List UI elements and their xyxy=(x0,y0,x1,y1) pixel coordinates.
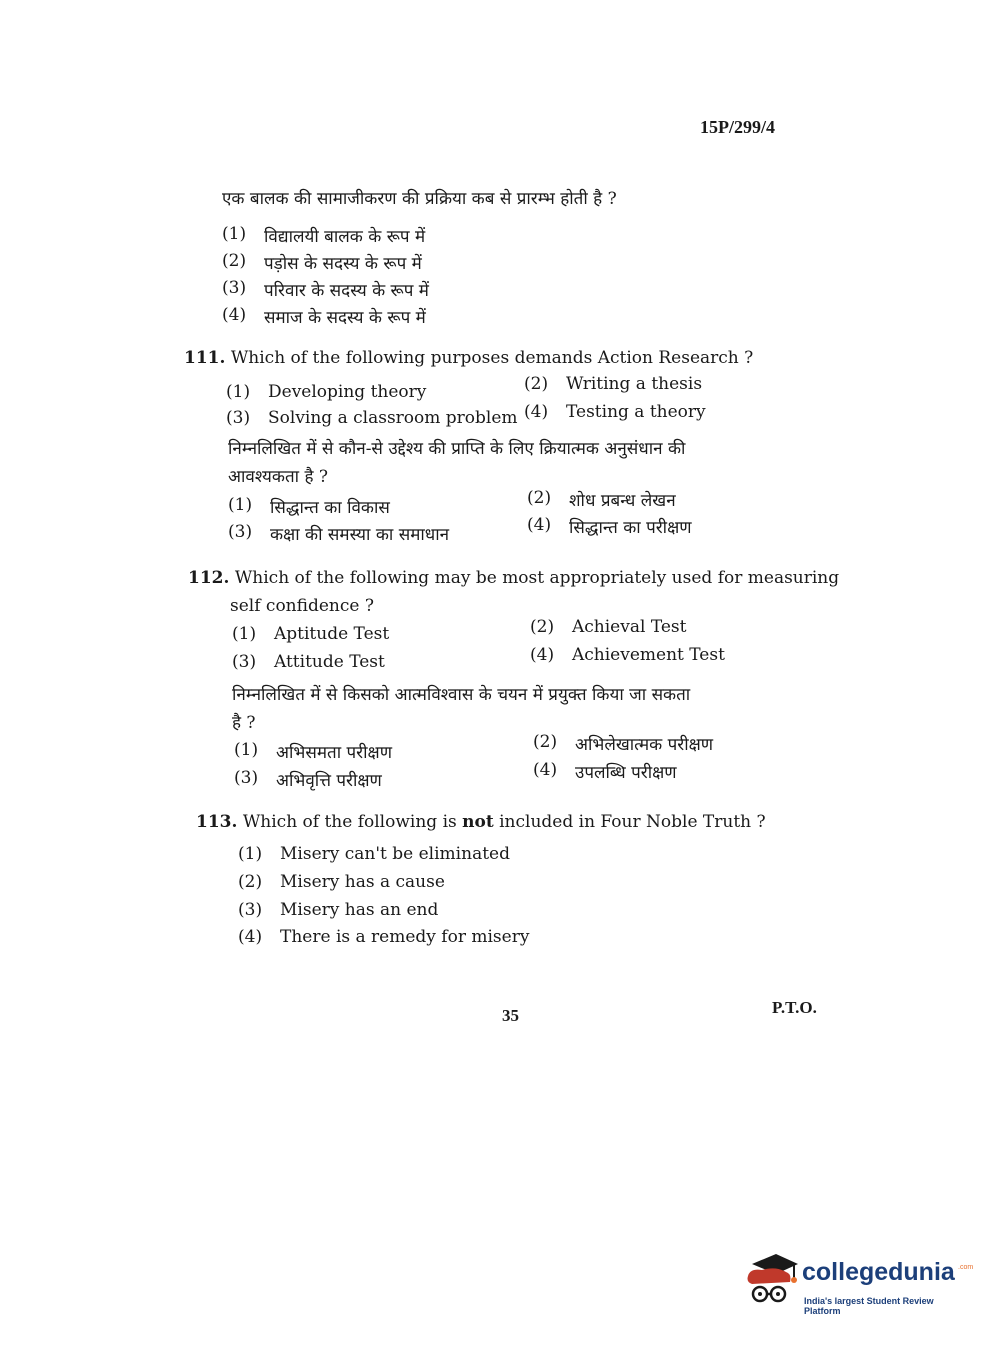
q112-hindi-question-line1: निम्नलिखित में से किसको आत्मविश्वास के चयन में प्रयुक्त किया जा सकता xyxy=(232,685,691,705)
pto-label: P.T.O. xyxy=(772,998,817,1017)
option-number: (4) xyxy=(527,515,552,535)
q112-hindi-option-1 xyxy=(234,740,392,763)
q113-option-1 xyxy=(238,844,510,864)
question-text-post: included in Four Noble Truth ? xyxy=(493,812,766,832)
q110-hindi-question: एक बालक की सामाजीकरण की प्रक्रिया कब से प्रारम्भ होती है ? xyxy=(222,189,617,209)
q113-option-2 xyxy=(238,872,445,892)
q111-hindi-question-line2: आवश्यकता है ? xyxy=(228,467,329,487)
question-text: Which of the following purposes demands Action Research ? xyxy=(230,348,754,368)
option-number: (1) xyxy=(238,844,263,864)
q113-option-3 xyxy=(238,900,438,920)
option-number: (1) xyxy=(222,224,247,244)
q112-option-3 xyxy=(232,652,385,672)
option-number: (1) xyxy=(234,740,259,760)
option-text: Aptitude Test xyxy=(274,624,390,644)
q112-question-line2: self confidence ? xyxy=(230,596,374,616)
option-number: (4) xyxy=(238,927,263,947)
question-text: Which of the following may be most appropriately used for measuring xyxy=(234,568,840,588)
option-text: Achievement Test xyxy=(572,645,725,665)
option-number: (4) xyxy=(530,645,555,665)
option-number: (3) xyxy=(222,278,247,298)
option-text: Achieval Test xyxy=(572,617,687,637)
q112-option-2 xyxy=(530,617,686,637)
option-number: (3) xyxy=(232,652,257,672)
option-number: (2) xyxy=(524,374,549,394)
q112-option-1 xyxy=(232,624,389,644)
question-number: 112. xyxy=(188,568,230,588)
option-number: (2) xyxy=(533,732,558,752)
option-text: शोध प्रबन्ध लेखन xyxy=(569,491,676,511)
question-number: 113. xyxy=(196,812,238,832)
option-number: (4) xyxy=(222,305,247,325)
q110-hindi-option-1 xyxy=(222,224,425,247)
option-text: पड़ोस के सदस्य के रूप में xyxy=(264,254,422,274)
q112-hindi-option-3 xyxy=(234,768,382,791)
option-text: विद्यालयी बालक के रूप में xyxy=(264,227,426,247)
option-text: उपलब्धि परीक्षण xyxy=(575,763,677,783)
paper-code: 15P/299/4 xyxy=(700,117,775,137)
q111-hindi-question-line1: निम्नलिखित में से कौन-से उद्देश्य की प्राप्ति के लिए क्रियात्मक अनुसंधान की xyxy=(228,439,686,459)
option-text: There is a remedy for misery xyxy=(280,927,530,947)
option-text: Misery has a cause xyxy=(280,872,445,892)
q112-hindi-question-line2: है ? xyxy=(232,713,256,733)
q111-hindi-option-4 xyxy=(527,515,692,538)
option-text: समाज के सदस्य के रूप में xyxy=(264,308,426,328)
option-text: Solving a classroom problem xyxy=(268,408,518,428)
option-text: Testing a theory xyxy=(566,402,706,422)
option-number: (3) xyxy=(228,522,253,542)
option-number: (2) xyxy=(530,617,555,637)
q110-hindi-option-4 xyxy=(222,305,426,328)
option-number: (1) xyxy=(226,382,251,402)
question-text-bold: not xyxy=(462,812,494,832)
option-number: (2) xyxy=(238,872,263,892)
q110-hindi-option-3 xyxy=(222,278,429,301)
option-text: कक्षा की समस्या का समाधान xyxy=(270,525,450,545)
option-text: सिद्धान्त का परीक्षण xyxy=(569,518,692,538)
option-text: Attitude Test xyxy=(274,652,385,672)
option-number: (1) xyxy=(228,495,253,515)
q111-option-2 xyxy=(524,374,702,394)
q111-question xyxy=(184,348,753,368)
option-text: अभिलेखात्मक परीक्षण xyxy=(575,735,714,755)
logo-brand: collegedunia xyxy=(802,1258,955,1286)
option-text: Misery can't be eliminated xyxy=(280,844,510,864)
q111-hindi-option-3 xyxy=(228,522,449,545)
option-number: (4) xyxy=(524,402,549,422)
option-text: सिद्धान्त का विकास xyxy=(270,498,390,518)
q111-option-4 xyxy=(524,402,706,422)
logo-tagline: India's largest Student Review Platform xyxy=(804,1296,934,1316)
q113-question xyxy=(196,812,766,832)
q112-question-line1 xyxy=(188,568,839,588)
q110-hindi-option-2 xyxy=(222,251,422,274)
option-number: (3) xyxy=(238,900,263,920)
logo-suffix: .com xyxy=(958,1264,974,1271)
option-text: परिवार के सदस्य के रूप में xyxy=(264,281,429,301)
question-number: 111. xyxy=(184,348,226,368)
option-text: अभिसमता परीक्षण xyxy=(276,743,392,763)
option-number: (1) xyxy=(232,624,257,644)
q111-hindi-option-2 xyxy=(527,488,676,511)
option-text: Writing a thesis xyxy=(566,374,703,394)
option-number: (2) xyxy=(222,251,247,271)
option-text: Misery has an end xyxy=(280,900,439,920)
q112-hindi-option-2 xyxy=(533,732,713,755)
option-text: अभिवृत्ति परीक्षण xyxy=(276,771,382,791)
q112-hindi-option-4 xyxy=(533,760,677,783)
collegedunia-logo xyxy=(742,1252,972,1316)
option-number: (3) xyxy=(234,768,259,788)
q111-option-1 xyxy=(226,382,426,402)
option-number: (4) xyxy=(533,760,558,780)
page-number: 35 xyxy=(502,1006,519,1025)
q111-option-3 xyxy=(226,408,518,428)
question-text-pre: Which of the following is xyxy=(242,812,463,832)
q112-option-4 xyxy=(530,645,725,665)
option-number: (2) xyxy=(527,488,552,508)
mascot-icon xyxy=(742,1252,802,1316)
q113-option-4 xyxy=(238,927,529,947)
q111-hindi-option-1 xyxy=(228,495,390,518)
option-text: Developing theory xyxy=(268,382,427,402)
option-number: (3) xyxy=(226,408,251,428)
